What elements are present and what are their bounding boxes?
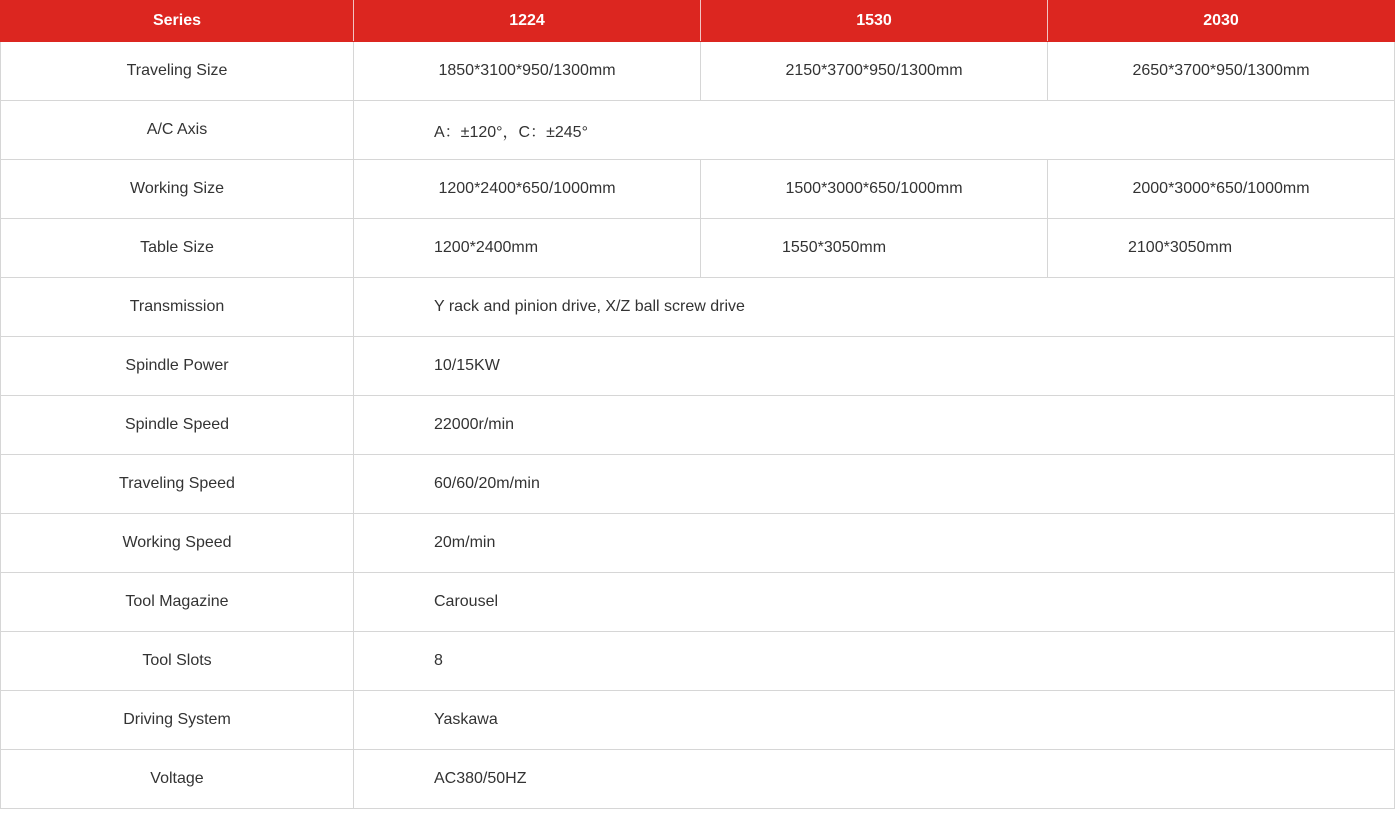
row-label: Working Size [1, 160, 354, 219]
table-row [1, 278, 1395, 337]
row-label: Working Speed [1, 514, 354, 573]
cell-value: 2100*3050mm [1048, 219, 1395, 278]
cell-value: Y rack and pinion drive, X/Z ball screw drive [354, 278, 1395, 337]
table-row [1, 337, 1395, 396]
table-row [1, 691, 1395, 750]
row-label: Traveling Size [1, 42, 354, 101]
cell-value: Carousel [354, 573, 1395, 632]
table-row [1, 160, 1395, 219]
cell-value: 60/60/20m/min [354, 455, 1395, 514]
cell-value: 22000r/min [354, 396, 1395, 455]
row-label: A/C Axis [1, 101, 354, 160]
table-row [1, 632, 1395, 691]
cell-value: 20m/min [354, 514, 1395, 573]
table-row [1, 573, 1395, 632]
header-model-1530: 1530 [701, 1, 1048, 42]
header-model-2030: 2030 [1048, 1, 1395, 42]
row-label: Transmission [1, 278, 354, 337]
cell-value: 2000*3000*650/1000mm [1048, 160, 1395, 219]
table-row [1, 396, 1395, 455]
row-label: Driving System [1, 691, 354, 750]
table-row [1, 750, 1395, 809]
cell-value: 1200*2400*650/1000mm [354, 160, 701, 219]
cell-value: 1550*3050mm [701, 219, 1048, 278]
table-row [1, 42, 1395, 101]
row-label: Traveling Speed [1, 455, 354, 514]
row-label: Table Size [1, 219, 354, 278]
cell-value: 1500*3000*650/1000mm [701, 160, 1048, 219]
row-label: Spindle Power [1, 337, 354, 396]
cell-value: 1850*3100*950/1300mm [354, 42, 701, 101]
cell-value: 2150*3700*950/1300mm [701, 42, 1048, 101]
header-series: Series [1, 1, 354, 42]
row-label: Tool Slots [1, 632, 354, 691]
row-label: Tool Magazine [1, 573, 354, 632]
cell-value: 8 [354, 632, 1395, 691]
table-row [1, 514, 1395, 573]
row-label: Spindle Speed [1, 396, 354, 455]
header-row [1, 1, 1395, 42]
header-model-1224: 1224 [354, 1, 701, 42]
table-row [1, 219, 1395, 278]
cell-value: 10/15KW [354, 337, 1395, 396]
table-row [1, 455, 1395, 514]
cell-value: 1200*2400mm [354, 219, 701, 278]
cell-value: AC380/50HZ [354, 750, 1395, 809]
cell-value: Yaskawa [354, 691, 1395, 750]
cell-value: 2650*3700*950/1300mm [1048, 42, 1395, 101]
table-row [1, 101, 1395, 160]
row-label: Voltage [1, 750, 354, 809]
cell-value: A：±120°，C：±245° [354, 101, 1395, 160]
